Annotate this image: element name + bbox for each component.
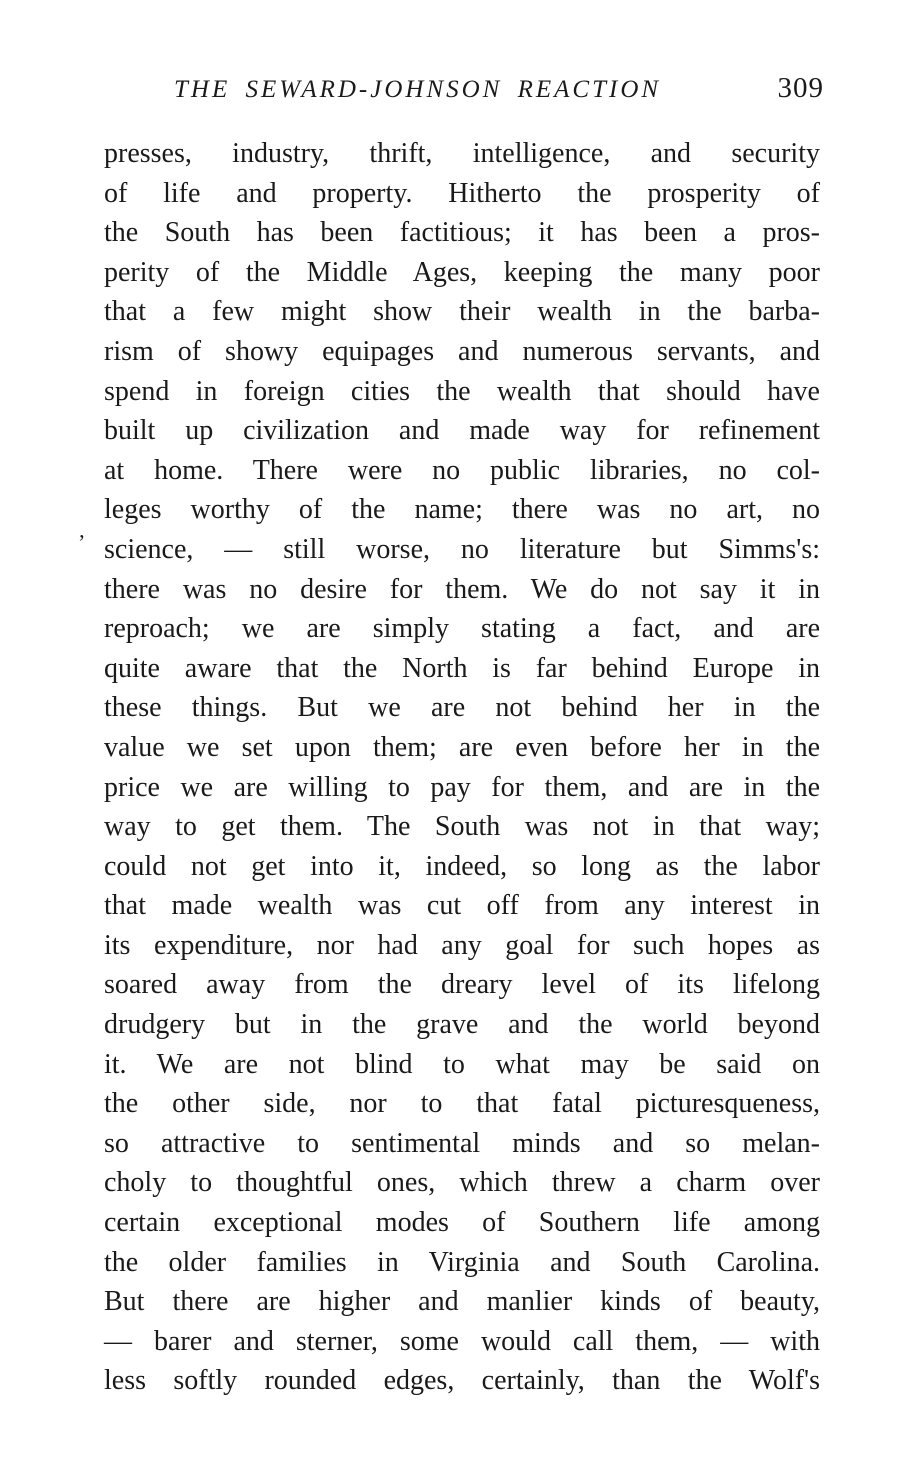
body-text xyxy=(104,134,820,1401)
page-number: 309 xyxy=(777,72,824,104)
text-line: the other side, nor to that fatal picturesqueness, xyxy=(104,1088,820,1120)
margin-mark: ʼ xyxy=(78,530,86,555)
text-line: the South has been factitious; it has been a pros- xyxy=(104,217,820,249)
text-line: certain exceptional modes of Southern life among xyxy=(104,1207,820,1239)
text-line: built up civilization and made way for refinement xyxy=(104,415,820,447)
text-line: reproach; we are simply stating a fact, and are xyxy=(104,613,820,645)
text-line: that a few might show their wealth in the barba- xyxy=(104,296,820,328)
text-line: less softly rounded edges, certainly, than the Wolf's xyxy=(104,1365,820,1397)
text-line: spend in foreign cities the wealth that should have xyxy=(104,375,820,407)
text-line: there was no desire for them. We do not say it in xyxy=(104,573,820,605)
text-line: way to get them. The South was not in that way; xyxy=(104,811,820,843)
text-line: at home. There were no public libraries, no col- xyxy=(104,454,820,486)
text-line: quite aware that the North is far behind Europe in xyxy=(104,652,820,684)
text-line: — barer and sterner, some would call them, — with xyxy=(104,1325,820,1357)
text-line: leges worthy of the name; there was no art, no xyxy=(104,494,820,526)
text-line: But there are higher and manlier kinds of beauty, xyxy=(104,1286,820,1318)
text-line: price we are willing to pay for them, and are in the xyxy=(104,771,820,803)
running-title: THE SEWARD-JOHNSON REACTION xyxy=(174,76,662,103)
text-line: perity of the Middle Ages, keeping the many poor xyxy=(104,256,820,288)
text-line: presses, industry, thrift, intelligence, and security xyxy=(104,138,820,169)
text-line: soared away from the dreary level of its lifelong xyxy=(104,969,820,1001)
text-line: its expenditure, nor had any goal for such hopes as xyxy=(104,929,820,961)
text-line: science, — still worse, no literature but Simms's: xyxy=(104,533,820,565)
text-line: so attractive to sentimental minds and so melan- xyxy=(104,1127,820,1159)
text-line: value we set upon them; are even before her in the xyxy=(104,731,820,763)
text-line: that made wealth was cut off from any interest in xyxy=(104,890,820,922)
text-line: drudgery but in the grave and the world beyond xyxy=(104,1009,820,1041)
text-line: these things. But we are not behind her in the xyxy=(104,692,820,724)
text-line: it. We are not blind to what may be said on xyxy=(104,1048,820,1080)
running-head xyxy=(104,70,824,120)
text-line: choly to thoughtful ones, which threw a charm over xyxy=(104,1167,820,1199)
text-line: the older families in Virginia and South Carolina. xyxy=(104,1246,820,1278)
text-line: of life and property. Hitherto the prosperity of xyxy=(104,177,820,209)
text-line: could not get into it, indeed, so long as the labor xyxy=(104,850,820,882)
text-line: rism of showy equipages and numerous servants, and xyxy=(104,335,820,367)
